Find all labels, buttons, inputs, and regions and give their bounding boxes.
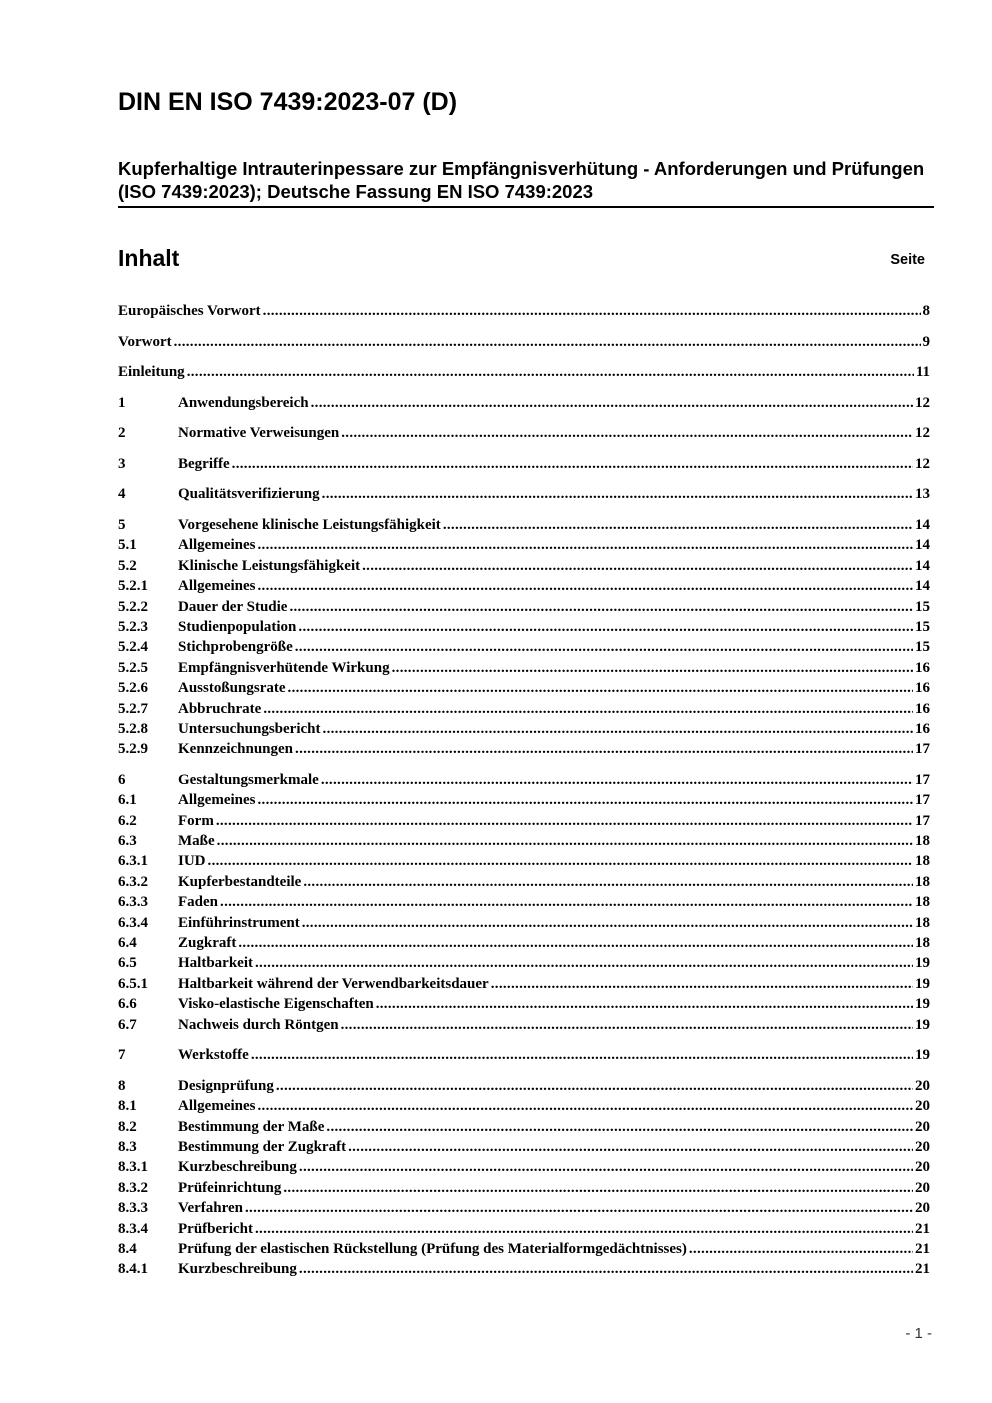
toc-entry-title: Bestimmung der Maße	[178, 1118, 325, 1135]
toc-entry-title: Prüfung der elastischen Rückstellung (Prüfung des Materialformgedächtnisses)	[178, 1240, 687, 1257]
toc-dot-leader	[362, 556, 913, 576]
toc-dot-leader	[689, 1239, 913, 1259]
toc-entry-number: 5.2.6	[118, 680, 148, 697]
toc-dot-leader	[257, 790, 913, 810]
toc-entry-page: 19	[915, 1016, 930, 1033]
toc-entry-number: 8.3.3	[118, 1200, 148, 1217]
toc-entry-page: 16	[915, 720, 930, 737]
toc-dot-leader	[220, 892, 913, 912]
toc-entry[interactable]	[118, 699, 930, 719]
toc-dot-leader	[299, 1259, 913, 1279]
toc-entry-page: 15	[915, 639, 930, 656]
toc-entry-number: 6.6	[118, 996, 137, 1013]
toc-dot-leader	[341, 1015, 913, 1035]
toc-entry-page: 14	[915, 517, 930, 534]
toc-entry-title: Anwendungsbereich	[178, 394, 309, 411]
toc-dot-leader	[289, 597, 913, 617]
toc-entry[interactable]	[118, 851, 930, 871]
toc-entry[interactable]	[118, 362, 930, 382]
toc-entry-page: 20	[915, 1118, 930, 1135]
toc-entry-title: Allgemeines	[178, 1098, 256, 1115]
toc-entry-page: 18	[915, 853, 930, 870]
toc-entry[interactable]	[118, 913, 930, 933]
toc-entry[interactable]	[118, 637, 930, 657]
toc-entry-title: IUD	[178, 853, 206, 870]
toc-entry-title: Zugkraft	[178, 935, 237, 952]
toc-entry-page: 19	[915, 996, 930, 1013]
toc-entry-page: 9	[922, 333, 930, 350]
toc-entry-page: 14	[915, 578, 930, 595]
toc-dot-leader	[299, 1157, 913, 1177]
toc-entry-title: Allgemeines	[178, 578, 256, 595]
toc-entry-number: 5.2.2	[118, 598, 148, 615]
toc-entry[interactable]	[118, 974, 930, 994]
toc-dot-leader	[255, 1219, 913, 1239]
toc-entry-title: Normative Verweisungen	[178, 425, 340, 442]
toc-entry[interactable]	[118, 1239, 930, 1259]
toc-entry[interactable]	[118, 872, 930, 892]
toc-entry[interactable]	[118, 658, 930, 678]
toc-entry[interactable]	[118, 994, 930, 1014]
toc-entry-title: Stichprobengröße	[178, 639, 293, 656]
toc-entry-number: 3	[118, 455, 126, 472]
toc-entry-title: Dauer der Studie	[178, 598, 288, 615]
toc-dot-leader	[302, 913, 913, 933]
toc-entry-title: Verfahren	[178, 1200, 243, 1217]
toc-dot-leader	[376, 994, 913, 1014]
toc-entry-title: Werkstoffe	[178, 1047, 249, 1064]
toc-dot-leader	[263, 699, 913, 719]
toc-entry[interactable]	[118, 597, 930, 617]
toc-dot-leader	[263, 301, 921, 321]
toc-entry-title: Vorwort	[118, 333, 172, 350]
toc-entry-number: 5.2.9	[118, 741, 148, 758]
toc-entry-number: 2	[118, 425, 126, 442]
toc-entry[interactable]	[118, 1045, 930, 1065]
toc-entry-number: 6.5	[118, 955, 137, 972]
toc-entry[interactable]	[118, 739, 930, 759]
toc-entry[interactable]	[118, 811, 930, 831]
toc-entry-title: Nachweis durch Röntgen	[178, 1016, 339, 1033]
toc-entry-page: 14	[915, 537, 930, 554]
toc-dot-leader	[174, 332, 921, 352]
toc-page-column-label: Seite	[890, 252, 925, 268]
toc-entry-number: 6	[118, 771, 126, 788]
toc-entry-page: 13	[915, 486, 930, 503]
toc-dot-leader	[298, 617, 913, 637]
toc-entry[interactable]	[118, 515, 930, 535]
toc-entry[interactable]	[118, 1157, 930, 1177]
toc-entry-number: 5.1	[118, 537, 137, 554]
toc-entry-number: 6.3.2	[118, 873, 148, 890]
toc-dot-leader	[245, 1198, 913, 1218]
toc-entry-page: 19	[915, 1047, 930, 1064]
toc-entry-page: 18	[915, 873, 930, 890]
document-subtitle: Kupferhaltige Intrauterinpessare zur Empfängnisverhütung - Anforderungen und Prüfungen (ISO 7439:2023); Deutsche Fassung EN ISO 7439:2023	[118, 157, 934, 208]
toc-entry[interactable]	[118, 1076, 930, 1096]
toc-entry-number: 5.2.5	[118, 659, 148, 676]
toc-entry-page: 20	[915, 1200, 930, 1217]
toc-dot-leader	[216, 811, 913, 831]
toc-entry-page: 20	[915, 1098, 930, 1115]
toc-dot-leader	[257, 1096, 913, 1116]
toc-entry[interactable]	[118, 933, 930, 953]
toc-dot-leader	[257, 535, 913, 555]
toc-dot-leader	[311, 393, 913, 413]
toc-entry-page: 12	[915, 394, 930, 411]
toc-entry-title: Kurzbeschreibung	[178, 1261, 297, 1278]
toc-entry[interactable]	[118, 953, 930, 973]
toc-entry-title: Maße	[178, 833, 215, 850]
toc-entry-title: Prüfeinrichtung	[178, 1179, 282, 1196]
toc-entry[interactable]	[118, 1137, 930, 1157]
toc-entry-title: Haltbarkeit während der Verwendbarkeitsdauer	[178, 975, 489, 992]
toc-entry-page: 18	[915, 894, 930, 911]
toc-entry-number: 6.2	[118, 812, 137, 829]
toc-entry-title: Studienpopulation	[178, 619, 297, 635]
toc-entry-title: Einführinstrument	[178, 914, 300, 931]
toc-dot-leader	[295, 637, 913, 657]
toc-entry-number: 8.3	[118, 1138, 137, 1155]
toc-entry-page: 12	[915, 455, 930, 472]
toc-entry-page: 21	[915, 1240, 930, 1257]
toc-dot-leader	[208, 851, 913, 871]
toc-entry-title: Abbruchrate	[178, 700, 262, 717]
toc-entry-title: Haltbarkeit	[178, 955, 253, 972]
toc-entry-page: 20	[915, 1138, 930, 1155]
toc-entry-number: 5.2	[118, 557, 137, 574]
toc-entry[interactable]	[118, 301, 930, 321]
toc-dot-leader	[392, 658, 913, 678]
toc-entry-page: 21	[915, 1261, 930, 1278]
toc-entry-number: 6.3	[118, 833, 137, 850]
toc-entry-page: 19	[915, 975, 930, 992]
toc-entry[interactable]	[118, 719, 930, 739]
toc-entry[interactable]	[118, 454, 930, 474]
toc-entry-title: Allgemeines	[178, 792, 256, 809]
toc-dot-leader	[232, 454, 913, 474]
toc-entry-page: 21	[915, 1220, 930, 1237]
toc-entry-page: 17	[915, 771, 930, 788]
page-number: - 1 -	[905, 1325, 932, 1342]
toc-entry-page: 16	[915, 700, 930, 717]
toc-dot-leader	[348, 1137, 913, 1157]
toc-entry-page: 8	[922, 303, 930, 319]
toc-entry[interactable]	[118, 790, 930, 810]
toc-dot-leader	[443, 515, 913, 535]
toc-entry-title: Ausstoßungsrate	[178, 680, 286, 697]
toc-entry-number: 8.4.1	[118, 1261, 148, 1278]
toc-entry-page: 18	[915, 833, 930, 850]
toc-entry-title: Kurzbeschreibung	[178, 1159, 297, 1176]
toc-dot-leader	[251, 1045, 913, 1065]
toc-dot-leader	[217, 831, 913, 851]
toc-dot-leader	[323, 719, 913, 739]
toc-entry[interactable]	[118, 892, 930, 912]
toc-entry-page: 16	[915, 659, 930, 676]
toc-entry-page: 17	[915, 741, 930, 758]
toc-entry-number: 4	[118, 486, 126, 503]
toc-entry-number: 6.4	[118, 935, 137, 952]
toc-entry-number: 8.3.4	[118, 1220, 148, 1237]
toc-dot-leader	[238, 933, 913, 953]
toc-entry-title: Designprüfung	[178, 1077, 274, 1094]
toc-entry-title: Gestaltungsmerkmale	[178, 771, 319, 788]
toc-entry-number: 5.2.3	[118, 619, 148, 635]
toc-entry-title: Einleitung	[118, 364, 185, 381]
toc-entry-number: 6.1	[118, 792, 137, 809]
toc-entry-number: 5.2.1	[118, 578, 148, 595]
toc-entry-title: Vorgesehene klinische Leistungsfähigkeit	[178, 517, 441, 534]
toc-entry-page: 20	[915, 1159, 930, 1176]
toc-entry-page: 11	[915, 364, 930, 381]
toc-entry[interactable]	[118, 423, 930, 443]
toc-entry[interactable]	[118, 535, 930, 555]
toc-entry[interactable]	[118, 1219, 930, 1239]
toc-entry-title: Form	[178, 812, 214, 829]
toc-entry-page: 17	[915, 792, 930, 809]
toc-entry-page: 15	[915, 598, 930, 615]
toc-heading: Inhalt	[118, 245, 180, 271]
toc-entry-title: Bestimmung der Zugkraft	[178, 1138, 347, 1155]
toc-entry[interactable]	[118, 1015, 930, 1035]
toc-entry-number: 8.3.1	[118, 1159, 148, 1176]
toc-entry[interactable]	[118, 484, 930, 504]
toc-dot-leader	[341, 423, 913, 443]
toc-dot-leader	[288, 678, 913, 698]
toc-dot-leader	[491, 974, 913, 994]
toc-entry-page: 20	[915, 1179, 930, 1196]
toc-entry[interactable]	[118, 678, 930, 698]
toc-entry-title: Visko-elastische Eigenschaften	[178, 996, 374, 1013]
toc-dot-leader	[303, 872, 913, 892]
toc-entry[interactable]	[118, 1096, 930, 1116]
toc-entry-title: Prüfbericht	[178, 1220, 253, 1237]
toc-entry-number: 8.2	[118, 1118, 137, 1135]
toc-entry-title: Kupferbestandteile	[178, 873, 302, 890]
toc-dot-leader	[321, 770, 913, 790]
toc-entry-number: 8.3.2	[118, 1179, 148, 1196]
toc-entry-number: 6.3.3	[118, 894, 148, 911]
toc-entry[interactable]	[118, 556, 930, 576]
toc-entry-title: Faden	[178, 894, 219, 911]
toc-entry-number: 6.5.1	[118, 975, 148, 992]
toc-dot-leader	[326, 1117, 913, 1137]
toc-entry[interactable]	[118, 1198, 930, 1218]
toc-entry-title: Untersuchungsbericht	[178, 720, 321, 737]
toc-entry-page: 15	[915, 619, 930, 635]
toc-entry-number: 5.2.7	[118, 700, 148, 717]
toc-entry-number: 8.4	[118, 1240, 137, 1257]
toc-entry-number: 6.3.4	[118, 914, 148, 931]
toc-dot-leader	[187, 362, 914, 382]
toc-entry[interactable]	[118, 770, 930, 790]
toc-entry-title: Qualitätsverifizierung	[178, 486, 320, 503]
toc-entry-number: 6.3.1	[118, 853, 148, 870]
toc-dot-leader	[255, 953, 913, 973]
toc-entry-page: 19	[915, 955, 930, 972]
toc-entry-page: 18	[915, 914, 930, 931]
toc-dot-leader	[257, 576, 913, 596]
toc-entry-number: 5.2.8	[118, 720, 148, 737]
toc-entry-page: 14	[915, 557, 930, 574]
toc-entry-number: 5	[118, 517, 126, 534]
toc-entry[interactable]	[118, 1117, 930, 1137]
toc-entry-title: Kennzeichnungen	[178, 741, 294, 758]
toc-entry-number: 5.2.4	[118, 639, 148, 656]
toc-entry-title: Allgemeines	[178, 537, 256, 554]
toc-dot-leader	[295, 739, 913, 759]
toc-entry-number: 8	[118, 1077, 126, 1094]
toc-entry-number: 6.7	[118, 1016, 137, 1033]
toc-entry-title: Begriffe	[178, 455, 230, 472]
toc-dot-leader	[283, 1178, 913, 1198]
toc-entry-page: 18	[915, 935, 930, 952]
toc-entry-number: 1	[118, 394, 126, 411]
toc-dot-leader	[276, 1076, 913, 1096]
toc-entry-page: 17	[915, 812, 930, 829]
toc-entry-title: Klinische Leistungsfähigkeit	[178, 557, 361, 574]
toc-entry-page: 12	[915, 425, 930, 442]
toc-entry-page: 20	[915, 1077, 930, 1094]
toc-entry[interactable]	[118, 617, 930, 637]
toc-entry[interactable]	[118, 576, 930, 596]
toc-entry[interactable]	[118, 1259, 930, 1279]
toc-dot-leader	[322, 484, 913, 504]
toc-entry-page: 16	[915, 680, 930, 697]
toc-entry-title: Empfängnisverhütende Wirkung	[178, 659, 390, 676]
table-of-contents	[118, 301, 930, 1280]
toc-entry-number: 7	[118, 1047, 126, 1064]
toc-entry[interactable]	[118, 831, 930, 851]
toc-entry-title: Europäisches Vorwort	[118, 303, 261, 319]
document-title: DIN EN ISO 7439:2023-07 (D)	[118, 88, 458, 116]
toc-entry[interactable]	[118, 1178, 930, 1198]
toc-entry-number: 8.1	[118, 1098, 137, 1115]
toc-entry[interactable]	[118, 393, 930, 413]
toc-entry[interactable]	[118, 332, 930, 352]
